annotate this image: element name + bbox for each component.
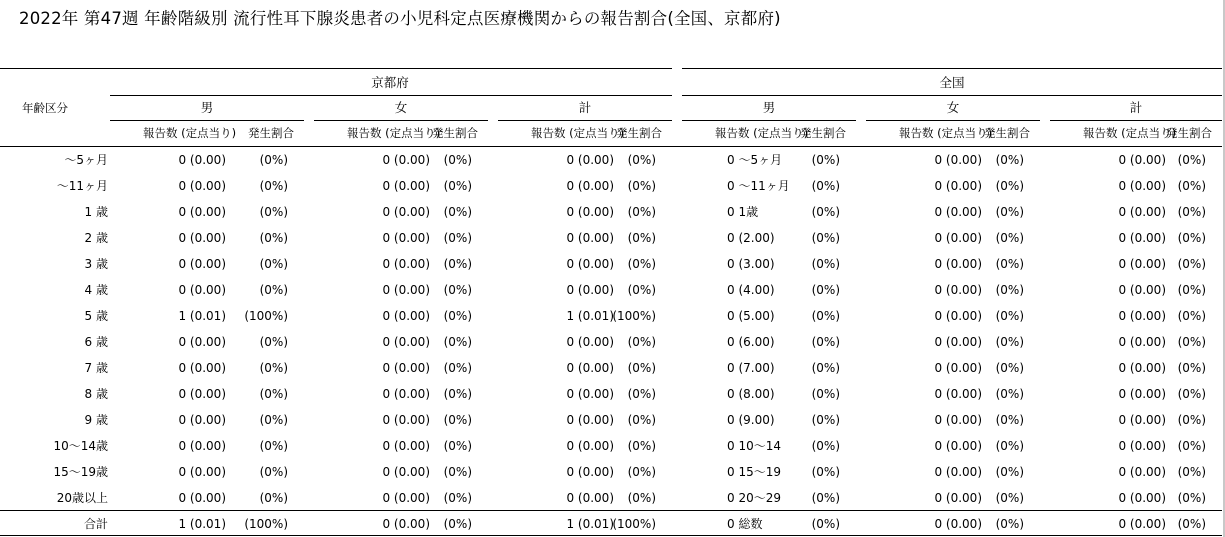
row-6-k_t_n: 1 (0.01) (566, 309, 614, 323)
row-6-n_m_n: 0 (5.00) (727, 309, 775, 323)
row-5-k_f_n: 0 (0.00) (382, 283, 430, 297)
row-1-k_m_r: (0%) (259, 179, 288, 193)
row-11-n_f_n: 0 (0.00) (934, 439, 982, 453)
row-5-k_t_n: 0 (0.00) (566, 283, 614, 297)
row-5-k_t_r: (0%) (627, 283, 656, 297)
row-4-n_t_n: 0 (0.00) (1118, 257, 1166, 271)
row-8-k_f_r: (0%) (443, 361, 472, 375)
row-7-n_f_n: 0 (0.00) (934, 335, 982, 349)
row-9-n_m_r: (0%) (811, 387, 840, 401)
row-12-n_m_n: 0 15～19 (727, 465, 781, 479)
row-1-k_m_n: 0 (0.00) (178, 179, 226, 193)
row-8-k_m_r: (0%) (259, 361, 288, 375)
row-1-n_t_n: 0 (0.00) (1118, 179, 1166, 193)
row-1-k_t_r: (0%) (627, 179, 656, 193)
row-0-k_f_r: (0%) (443, 153, 472, 167)
row-8-n_m_r: (0%) (811, 361, 840, 375)
row-0-k_t_n: 0 (0.00) (566, 153, 614, 167)
row-11-k_t_r: (0%) (627, 439, 656, 453)
row-total-n_t_n: 0 (0.00) (1118, 517, 1166, 531)
row-13-n_m_r: (0%) (811, 491, 840, 505)
row-13-k_t_n: 0 (0.00) (566, 491, 614, 505)
row-9-n_f_r: (0%) (995, 387, 1024, 401)
row-8-n_m_n: 0 (7.00) (727, 361, 775, 375)
col-header-reports-k_t: 報告数 (定点当り) (531, 126, 625, 140)
rule-top-national (682, 68, 1222, 69)
row-total-n_m_r: (0%) (811, 517, 840, 531)
row-9-k_t_n: 0 (0.00) (566, 387, 614, 401)
col-header-rate-n_f: 発生割合 (984, 126, 1030, 140)
row-13-n_m_n: 0 20～29 (727, 491, 781, 505)
row-2-n_f_n: 0 (0.00) (934, 205, 982, 219)
row-10-k_m_r: (0%) (259, 413, 288, 427)
row-6-n_f_r: (0%) (995, 309, 1024, 323)
row-0-k_m_r: (0%) (259, 153, 288, 167)
row-7-k_f_r: (0%) (443, 335, 472, 349)
row-9-k_m_n: 0 (0.00) (178, 387, 226, 401)
row-total-n_f_n: 0 (0.00) (934, 517, 982, 531)
sex-header-n_f: 女 (946, 100, 960, 115)
row-8-k_t_r: (0%) (627, 361, 656, 375)
row-2-age: 1 歳 (84, 205, 108, 219)
row-2-k_t_n: 0 (0.00) (566, 205, 614, 219)
row-4-n_f_n: 0 (0.00) (934, 257, 982, 271)
row-3-n_m_r: (0%) (811, 231, 840, 245)
row-3-k_m_n: 0 (0.00) (178, 231, 226, 245)
row-12-k_m_r: (0%) (259, 465, 288, 479)
row-11-k_f_r: (0%) (443, 439, 472, 453)
row-8-k_m_n: 0 (0.00) (178, 361, 226, 375)
row-13-k_t_r: (0%) (627, 491, 656, 505)
row-0-n_f_r: (0%) (995, 153, 1024, 167)
row-11-age: 10～14歳 (53, 439, 108, 453)
row-total-age: 合計 (83, 517, 108, 531)
row-8-n_f_n: 0 (0.00) (934, 361, 982, 375)
row-10-n_f_r: (0%) (995, 413, 1024, 427)
row-6-n_m_r: (0%) (811, 309, 840, 323)
row-12-k_t_n: 0 (0.00) (566, 465, 614, 479)
row-7-k_f_n: 0 (0.00) (382, 335, 430, 349)
row-total-k_t_n: 1 (0.01) (566, 517, 614, 531)
row-3-n_f_n: 0 (0.00) (934, 231, 982, 245)
row-11-k_t_n: 0 (0.00) (566, 439, 614, 453)
row-7-n_t_n: 0 (0.00) (1118, 335, 1166, 349)
row-12-k_f_r: (0%) (443, 465, 472, 479)
row-9-n_t_n: 0 (0.00) (1118, 387, 1166, 401)
row-4-n_f_r: (0%) (995, 257, 1024, 271)
row-3-n_t_n: 0 (0.00) (1118, 231, 1166, 245)
row-8-k_t_n: 0 (0.00) (566, 361, 614, 375)
row-10-k_t_r: (0%) (627, 413, 656, 427)
row-10-n_t_r: (0%) (1177, 413, 1206, 427)
row-1-n_m_n: 0 ～11ヶ月 (727, 179, 790, 193)
row-13-k_m_n: 0 (0.00) (178, 491, 226, 505)
row-12-k_f_n: 0 (0.00) (382, 465, 430, 479)
row-9-n_m_n: 0 (8.00) (727, 387, 775, 401)
rule-total-top (0, 510, 1222, 511)
row-1-age: ～11ヶ月 (56, 179, 108, 193)
rule-sex-n_t (1050, 120, 1222, 121)
row-10-k_f_n: 0 (0.00) (382, 413, 430, 427)
row-2-k_t_r: (0%) (627, 205, 656, 219)
row-10-k_f_r: (0%) (443, 413, 472, 427)
col-header-reports-n_m: 報告数 (定点当り) (715, 126, 809, 140)
row-6-n_f_n: 0 (0.00) (934, 309, 982, 323)
row-total-k_f_n: 0 (0.00) (382, 517, 430, 531)
row-5-k_m_n: 0 (0.00) (178, 283, 226, 297)
row-4-k_t_r: (0%) (627, 257, 656, 271)
rule-sex-n_m (682, 120, 856, 121)
row-5-age: 4 歳 (84, 283, 108, 297)
row-7-n_f_r: (0%) (995, 335, 1024, 349)
row-5-n_f_r: (0%) (995, 283, 1024, 297)
row-3-age: 2 歳 (84, 231, 108, 245)
row-7-n_t_r: (0%) (1177, 335, 1206, 349)
row-11-n_m_n: 0 10～14 (727, 439, 781, 453)
row-3-n_t_r: (0%) (1177, 231, 1206, 245)
row-4-k_f_r: (0%) (443, 257, 472, 271)
region-header-national: 全国 (939, 75, 965, 90)
row-2-n_t_n: 0 (0.00) (1118, 205, 1166, 219)
row-0-age: ～5ヶ月 (64, 153, 108, 167)
row-12-n_t_r: (0%) (1177, 465, 1206, 479)
row-5-n_t_r: (0%) (1177, 283, 1206, 297)
page-title: 2022年 第47週 年齢階級別 流行性耳下腺炎患者の小児科定点医療機関からの報告割合(全国、京都府) (19, 9, 781, 28)
row-10-n_m_r: (0%) (811, 413, 840, 427)
rule-top-kyoto (0, 68, 672, 69)
row-11-k_m_n: 0 (0.00) (178, 439, 226, 453)
row-13-n_t_r: (0%) (1177, 491, 1206, 505)
row-5-k_m_r: (0%) (259, 283, 288, 297)
row-12-n_t_n: 0 (0.00) (1118, 465, 1166, 479)
rule-region-national (682, 95, 1222, 96)
row-4-k_f_n: 0 (0.00) (382, 257, 430, 271)
col-header-rate-n_t: 発生割合 (1166, 126, 1212, 140)
row-2-n_m_r: (0%) (811, 205, 840, 219)
row-1-n_f_r: (0%) (995, 179, 1024, 193)
rule-sex-n_f (866, 120, 1040, 121)
row-6-n_t_r: (0%) (1177, 309, 1206, 323)
row-3-k_f_r: (0%) (443, 231, 472, 245)
row-5-n_m_n: 0 (4.00) (727, 283, 775, 297)
row-3-k_t_n: 0 (0.00) (566, 231, 614, 245)
row-5-n_f_n: 0 (0.00) (934, 283, 982, 297)
row-9-k_f_r: (0%) (443, 387, 472, 401)
col-header-rate-n_m: 発生割合 (800, 126, 846, 140)
row-1-k_f_n: 0 (0.00) (382, 179, 430, 193)
row-12-age: 15～19歳 (53, 465, 108, 479)
col-header-rate-k_t: 発生割合 (616, 126, 662, 140)
row-4-n_m_n: 0 (3.00) (727, 257, 775, 271)
row-2-n_m_n: 0 1歳 (727, 205, 759, 219)
rule-header-bottom (0, 146, 1222, 147)
row-2-n_f_r: (0%) (995, 205, 1024, 219)
row-12-n_f_n: 0 (0.00) (934, 465, 982, 479)
row-0-n_t_n: 0 (0.00) (1118, 153, 1166, 167)
row-1-k_f_r: (0%) (443, 179, 472, 193)
row-8-n_f_r: (0%) (995, 361, 1024, 375)
row-12-k_m_n: 0 (0.00) (178, 465, 226, 479)
row-7-k_t_r: (0%) (627, 335, 656, 349)
row-13-k_f_r: (0%) (443, 491, 472, 505)
row-13-n_t_n: 0 (0.00) (1118, 491, 1166, 505)
row-2-k_f_r: (0%) (443, 205, 472, 219)
row-total-k_m_r: (100%) (244, 517, 288, 531)
row-12-n_m_r: (0%) (811, 465, 840, 479)
row-total-k_f_r: (0%) (443, 517, 472, 531)
row-5-k_f_r: (0%) (443, 283, 472, 297)
row-11-k_f_n: 0 (0.00) (382, 439, 430, 453)
row-0-k_m_n: 0 (0.00) (178, 153, 226, 167)
row-12-n_f_r: (0%) (995, 465, 1024, 479)
row-total-k_t_r: (100%) (612, 517, 656, 531)
col-header-rate-k_f: 発生割合 (432, 126, 478, 140)
row-12-k_t_r: (0%) (627, 465, 656, 479)
row-3-n_m_n: 0 (2.00) (727, 231, 775, 245)
row-0-k_t_r: (0%) (627, 153, 656, 167)
row-8-age: 7 歳 (84, 361, 108, 375)
row-9-age: 8 歳 (84, 387, 108, 401)
col-header-reports-k_f: 報告数 (定点当り) (347, 126, 441, 140)
row-total-n_m_n: 0 総数 (727, 517, 763, 531)
row-0-n_m_r: (0%) (811, 153, 840, 167)
row-8-k_f_n: 0 (0.00) (382, 361, 430, 375)
row-7-n_m_n: 0 (6.00) (727, 335, 775, 349)
row-13-k_f_n: 0 (0.00) (382, 491, 430, 505)
row-6-k_f_r: (0%) (443, 309, 472, 323)
row-7-k_t_n: 0 (0.00) (566, 335, 614, 349)
row-2-k_m_n: 0 (0.00) (178, 205, 226, 219)
sex-header-k_t: 計 (578, 100, 592, 115)
row-4-n_t_r: (0%) (1177, 257, 1206, 271)
row-6-n_t_n: 0 (0.00) (1118, 309, 1166, 323)
row-13-k_m_r: (0%) (259, 491, 288, 505)
row-11-n_t_n: 0 (0.00) (1118, 439, 1166, 453)
rule-sex-k_m (110, 120, 304, 121)
row-1-n_m_r: (0%) (811, 179, 840, 193)
row-2-k_f_n: 0 (0.00) (382, 205, 430, 219)
row-5-n_m_r: (0%) (811, 283, 840, 297)
row-1-k_t_n: 0 (0.00) (566, 179, 614, 193)
region-header-kyoto: 京都府 (371, 75, 409, 90)
sex-header-k_m: 男 (200, 100, 214, 115)
row-10-n_f_n: 0 (0.00) (934, 413, 982, 427)
row-2-k_m_r: (0%) (259, 205, 288, 219)
row-9-n_t_r: (0%) (1177, 387, 1206, 401)
col-header-rate-k_m: 発生割合 (248, 126, 294, 140)
row-2-n_t_r: (0%) (1177, 205, 1206, 219)
row-4-k_t_n: 0 (0.00) (566, 257, 614, 271)
row-11-n_t_r: (0%) (1177, 439, 1206, 453)
sex-header-n_m: 男 (762, 100, 776, 115)
row-8-n_t_n: 0 (0.00) (1118, 361, 1166, 375)
row-6-age: 5 歳 (84, 309, 108, 323)
row-6-k_m_n: 1 (0.01) (178, 309, 226, 323)
col-header-reports-n_t: 報告数 (定点当り) (1083, 126, 1177, 140)
row-4-age: 3 歳 (84, 257, 108, 271)
row-4-n_m_r: (0%) (811, 257, 840, 271)
row-7-n_m_r: (0%) (811, 335, 840, 349)
col-header-reports-n_f: 報告数 (定点当り) (899, 126, 993, 140)
row-3-k_f_n: 0 (0.00) (382, 231, 430, 245)
row-9-k_t_r: (0%) (627, 387, 656, 401)
row-4-k_m_r: (0%) (259, 257, 288, 271)
row-1-n_f_n: 0 (0.00) (934, 179, 982, 193)
sex-header-n_t: 計 (1129, 100, 1143, 115)
row-11-n_f_r: (0%) (995, 439, 1024, 453)
row-10-age: 9 歳 (84, 413, 108, 427)
rule-bottom (0, 535, 1222, 536)
row-10-n_m_n: 0 (9.00) (727, 413, 775, 427)
row-11-k_m_r: (0%) (259, 439, 288, 453)
row-10-n_t_n: 0 (0.00) (1118, 413, 1166, 427)
row-10-k_m_n: 0 (0.00) (178, 413, 226, 427)
row-13-age: 20歳以上 (56, 491, 108, 505)
row-11-n_m_r: (0%) (811, 439, 840, 453)
row-5-n_t_n: 0 (0.00) (1118, 283, 1166, 297)
age-column-header: 年齢区分 (22, 101, 68, 115)
rule-region-kyoto (110, 95, 672, 96)
row-8-n_t_r: (0%) (1177, 361, 1206, 375)
row-4-k_m_n: 0 (0.00) (178, 257, 226, 271)
rule-sex-k_t (498, 120, 672, 121)
row-10-k_t_n: 0 (0.00) (566, 413, 614, 427)
row-total-n_f_r: (0%) (995, 517, 1024, 531)
row-13-n_f_n: 0 (0.00) (934, 491, 982, 505)
row-6-k_m_r: (100%) (244, 309, 288, 323)
row-1-n_t_r: (0%) (1177, 179, 1206, 193)
sex-header-k_f: 女 (394, 100, 408, 115)
row-0-k_f_n: 0 (0.00) (382, 153, 430, 167)
row-3-n_f_r: (0%) (995, 231, 1024, 245)
row-0-n_m_n: 0 ～5ヶ月 (727, 153, 783, 167)
row-total-k_m_n: 1 (0.01) (178, 517, 226, 531)
row-7-age: 6 歳 (84, 335, 108, 349)
row-0-n_f_n: 0 (0.00) (934, 153, 982, 167)
row-13-n_f_r: (0%) (995, 491, 1024, 505)
row-6-k_t_r: (100%) (612, 309, 656, 323)
row-6-k_f_n: 0 (0.00) (382, 309, 430, 323)
rule-sex-k_f (314, 120, 488, 121)
row-3-k_m_r: (0%) (259, 231, 288, 245)
row-total-n_t_r: (0%) (1177, 517, 1206, 531)
row-0-n_t_r: (0%) (1177, 153, 1206, 167)
row-9-k_f_n: 0 (0.00) (382, 387, 430, 401)
col-header-reports-k_m: 報告数 (定点当り) (143, 126, 237, 140)
row-3-k_t_r: (0%) (627, 231, 656, 245)
row-9-n_f_n: 0 (0.00) (934, 387, 982, 401)
row-9-k_m_r: (0%) (259, 387, 288, 401)
row-7-k_m_n: 0 (0.00) (178, 335, 226, 349)
row-7-k_m_r: (0%) (259, 335, 288, 349)
